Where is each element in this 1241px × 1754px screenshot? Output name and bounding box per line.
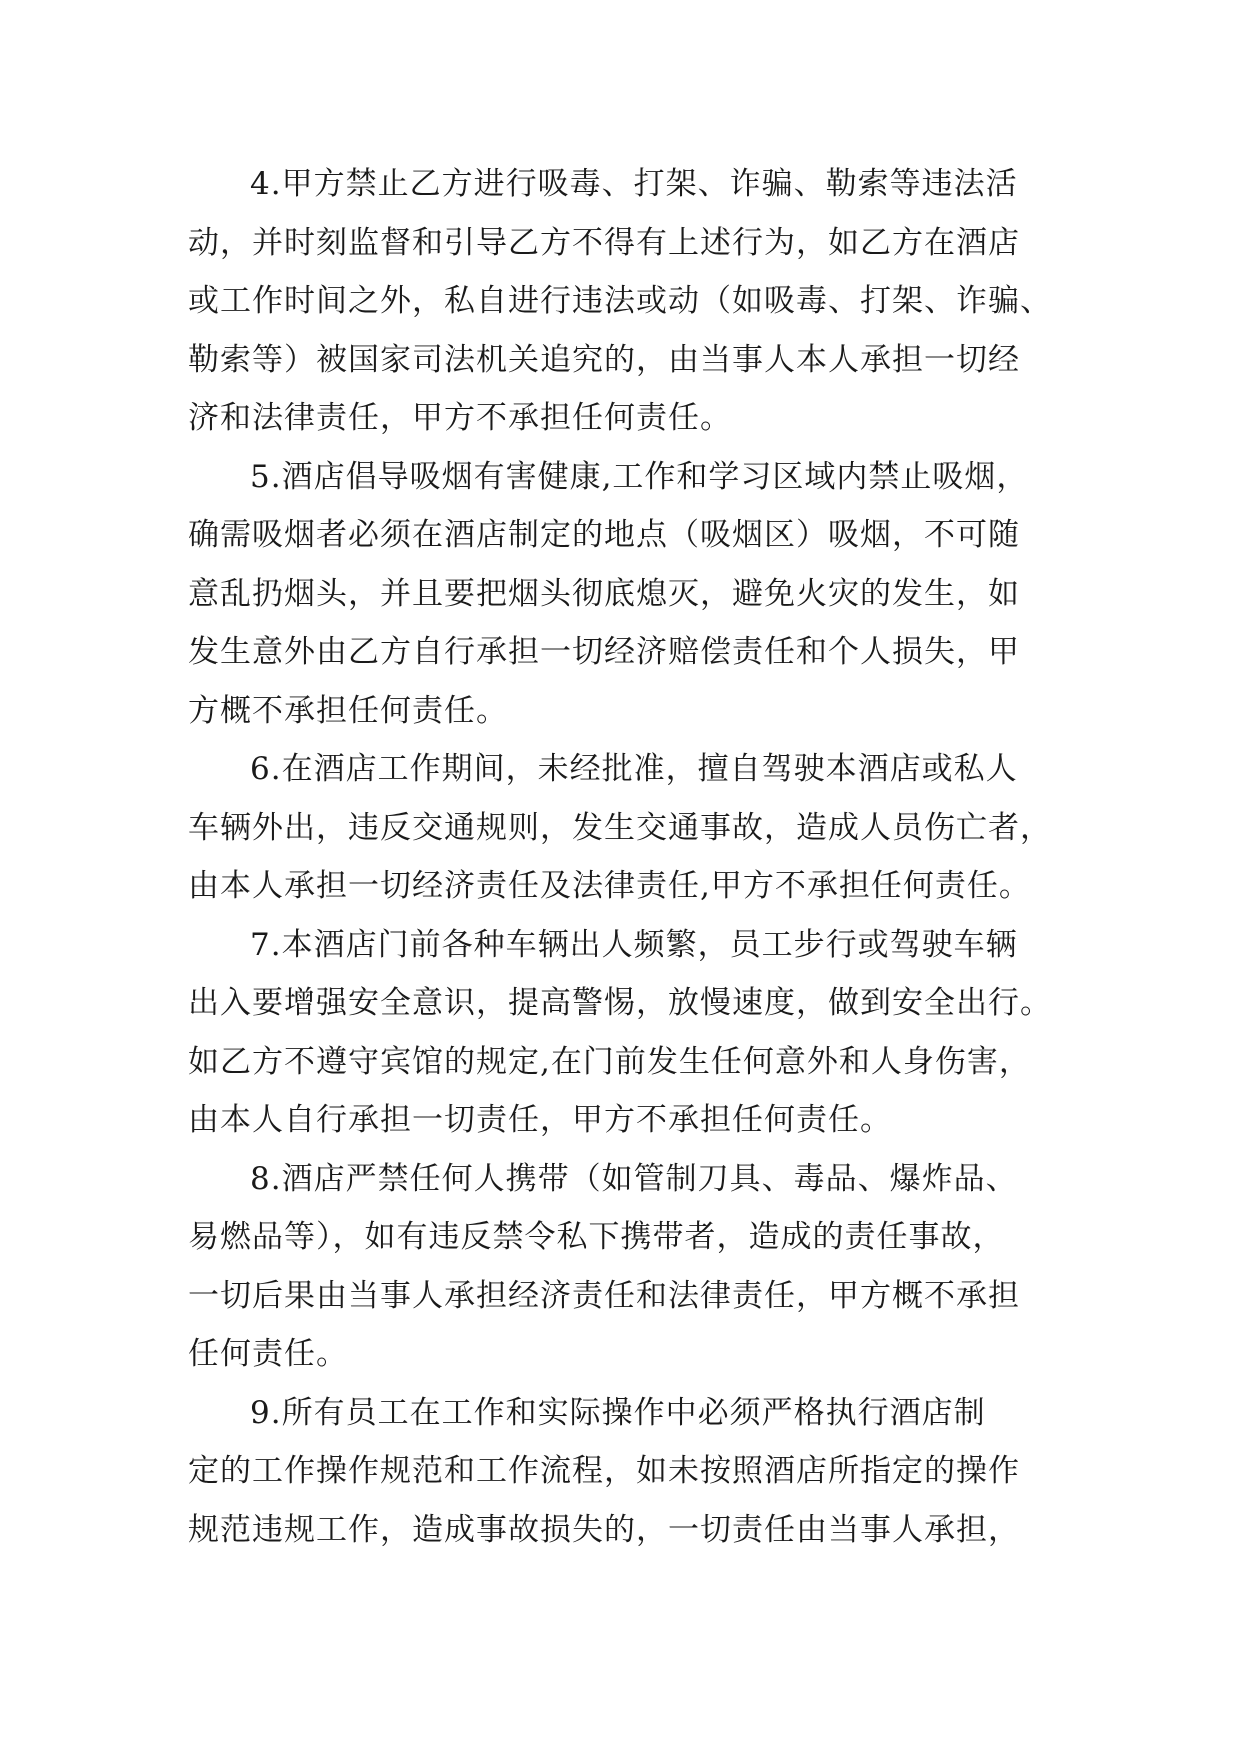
paragraph-line: 由本人自行承担一切责任，甲方不承担任何责任。 [188,1102,892,1138]
paragraph-line: 发生意外由乙方自行承担一切经济赔偿责任和个人损失，甲 [188,634,1020,670]
paragraph-line: 或工作时间之外，私自进行违法或动（如吸毒、打架、诈骗、 [188,283,1052,319]
paragraph-line: 4.甲方禁止乙方进行吸毒、打架、诈骗、勒索等违法活 [250,166,1018,202]
paragraph-line: 一切后果由当事人承担经济责任和法律责任，甲方概不承担 [188,1277,1020,1314]
paragraph-line: 出入要增强安全意识，提高警惕，放慢速度，做到安全出行。 [188,985,1052,1021]
clause-7-paragraph [188,916,1068,1150]
paragraph-line: 意乱扔烟头，并且要把烟头彻底熄灭，避免火灾的发生，如 [188,575,1020,612]
paragraph-line: 济和法律责任，甲方不承担任何责任。 [188,400,732,436]
clause-4-paragraph [188,155,1068,448]
paragraph-line: 7.本酒店门前各种车辆出人频繁，员工步行或驾驶车辆 [250,926,1018,963]
paragraph-line: 勒索等）被国家司法机关追究的，由当事人本人承担一切经 [188,341,1020,378]
paragraph-line: 8.酒店严禁任何人携带（如管制刀具、毒品、爆炸品、 [250,1160,1018,1197]
paragraph-line: 9.所有员工在工作和实际操作中必须严格执行酒店制 [250,1394,986,1431]
paragraph-line: 6.在酒店工作期间，未经批准，擅自驾驶本酒店或私人 [250,751,1018,787]
paragraph-line: 易燃品等），如有违反禁令私下携带者，造成的责任事故， [188,1219,1005,1255]
paragraph-line: 确需吸烟者必须在酒店制定的地点（吸烟区）吸烟，不可随 [188,517,1020,553]
clause-9-paragraph [188,1384,1068,1560]
clause-5-paragraph [188,448,1068,741]
document-body [188,155,1068,1559]
clause-8-paragraph [188,1150,1068,1384]
paragraph-line: 定的工作操作规范和工作流程，如未按照酒店所指定的操作 [188,1453,1020,1489]
paragraph-line: 动，并时刻监督和引导乙方不得有上述行为，如乙方在酒店 [188,224,1020,261]
paragraph-line: 5.酒店倡导吸烟有害健康,工作和学习区域内禁止吸烟， [250,458,1029,495]
paragraph-line: 由本人承担一切经济责任及法律责任,甲方不承担任何责任。 [188,868,1031,904]
paragraph-line: 任何责任。 [188,1336,348,1372]
paragraph-line: 如乙方不遵守宾馆的规定,在门前发生任何意外和人身伤害， [188,1043,1031,1080]
clause-6-paragraph [188,740,1068,916]
paragraph-line: 车辆外出，违反交通规则，发生交通事故，造成人员伤亡者， [188,809,1052,846]
paragraph-line: 规范违规工作，造成事故损失的，一切责任由当事人承担， [188,1511,1020,1548]
paragraph-line: 方概不承担任何责任。 [188,692,508,729]
